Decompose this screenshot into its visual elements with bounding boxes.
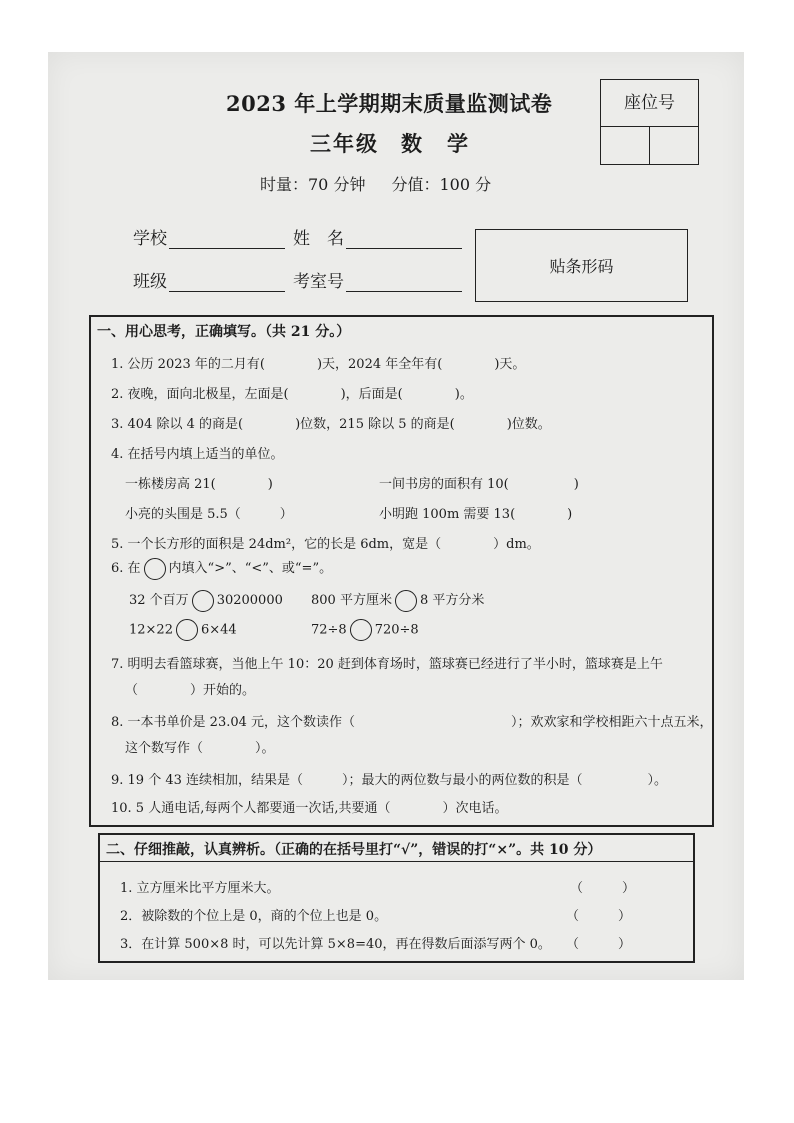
- section-2-heading: 二、仔细推敲，认真辨析。（正确的在括号里打“√”，错误的打“×”。共 10 分）: [106, 842, 602, 858]
- compare-3-left: 12×22: [129, 622, 173, 638]
- question-6: [111, 557, 332, 580]
- compare-circle-icon[interactable]: [395, 590, 417, 612]
- judge-question-2: 2．被除数的个位上是 0，商的个位上也是 0。: [120, 909, 388, 924]
- compare-1-right: 30200000: [216, 593, 283, 608]
- name-field[interactable]: [293, 224, 462, 249]
- room-label: 考室号: [293, 272, 344, 292]
- compare-4-right: 720÷8: [374, 622, 419, 638]
- section-2-divider: [100, 861, 693, 862]
- question-6-suffix: 内填入“>”、“<”、或“=”。: [168, 561, 333, 576]
- judge-answer-2[interactable]: （ ）: [566, 909, 632, 924]
- judge-question-3: 3．在计算 500×8 时，可以先计算 5×8=40，再在得数后面添写两个 0。: [120, 937, 551, 952]
- question-3: 3. 404 除以 4 的商是( )位数，215 除以 5 的商是( )位数。: [111, 417, 551, 432]
- judge-answer-1[interactable]: （ ）: [570, 881, 636, 896]
- question-4b: 一间书房的面积有 10( ): [379, 477, 579, 492]
- question-8-line-1: 8. 一本书单价是 23.04 元，这个数读作（ ）；欢欢家和学校相距六十点五米，: [111, 715, 713, 730]
- name-blank[interactable]: [346, 232, 462, 249]
- question-4d: 小明跑 100m 需要 13( ): [379, 507, 573, 522]
- question-10: 10. 5 人通电话,每两个人都要通一次话,共要通（ ）次电话。: [111, 801, 508, 816]
- question-5: 5. 一个长方形的面积是 24dm²，它的长是 6dm，宽是（ ）dm。: [111, 537, 540, 552]
- compare-item-3: [129, 619, 237, 641]
- score-label: 分值：100 分: [391, 175, 492, 194]
- question-9: 9. 19 个 43 连续相加，结果是（ ）；最大的两位数与最小的两位数的积是（ ）。: [111, 773, 668, 788]
- class-label: 班级: [133, 272, 167, 292]
- compare-3-right: 6×44: [200, 622, 237, 638]
- subject-label: 数 学: [401, 131, 470, 156]
- compare-item-1: [129, 589, 283, 612]
- judge-question-1: 1. 立方厘米比平方厘米大。: [120, 881, 280, 896]
- section-1-box: [89, 315, 714, 827]
- school-label: 学校: [133, 229, 167, 249]
- compare-item-4: [311, 619, 419, 641]
- question-7-line-2: （ ）开始的。: [125, 683, 256, 698]
- compare-circle-icon: [144, 558, 166, 580]
- compare-1-left: 32 个百万: [129, 593, 189, 608]
- question-7-line-1: 7. 明明去看篮球赛，当他上午 10：20 赶到体育场时，篮球赛已经进行了半小时，篮球赛是上午: [111, 657, 663, 672]
- class-field[interactable]: [133, 267, 285, 292]
- exam-subtitle: [310, 128, 470, 158]
- exam-paper: [48, 52, 744, 980]
- exam-title: 2023 年上学期期末质量监测试卷: [226, 91, 553, 116]
- seat-number-label: 座位号: [624, 93, 675, 113]
- grade-label: 三年级: [310, 131, 379, 156]
- barcode-label: 贴条形码: [549, 257, 614, 276]
- barcode-box: [475, 229, 688, 302]
- class-blank[interactable]: [169, 275, 285, 292]
- seat-number-box: [600, 79, 699, 165]
- section-2-box: [98, 833, 695, 963]
- question-4c: 小亮的头围是 5.5（ ）: [125, 507, 293, 522]
- compare-2-right: 8 平方分米: [419, 593, 485, 608]
- time-label: 时量：70 分钟: [260, 175, 366, 194]
- compare-circle-icon[interactable]: [350, 619, 372, 641]
- compare-2-left: 800 平方厘米: [311, 593, 392, 608]
- judge-answer-3[interactable]: （ ）: [566, 937, 632, 952]
- question-4: 4. 在括号内填上适当的单位。: [111, 447, 284, 462]
- seat-box-divider-vertical: [649, 126, 650, 164]
- question-1: 1. 公历 2023 年的二月有( )天，2024 年全年有( )天。: [111, 357, 526, 372]
- question-8-line-2: 这个数写作（ ）。: [125, 741, 275, 756]
- compare-circle-icon[interactable]: [176, 619, 198, 641]
- compare-circle-icon[interactable]: [192, 590, 214, 612]
- room-blank[interactable]: [346, 275, 462, 292]
- question-2: 2. 夜晚，面向北极星，左面是( )，后面是( )。: [111, 387, 473, 402]
- room-field[interactable]: [293, 267, 462, 292]
- section-1-heading: 一、用心思考，正确填写。（共 21 分。）: [97, 324, 351, 340]
- question-6-prefix: 6. 在: [111, 561, 141, 576]
- question-4a: 一栋楼房高 21( ): [125, 477, 273, 492]
- compare-4-left: 72÷8: [311, 622, 347, 638]
- name-label: 姓 名: [293, 229, 344, 249]
- compare-item-2: [311, 589, 484, 612]
- exam-meta: [260, 172, 491, 195]
- school-blank[interactable]: [169, 232, 285, 249]
- school-field[interactable]: [133, 224, 285, 249]
